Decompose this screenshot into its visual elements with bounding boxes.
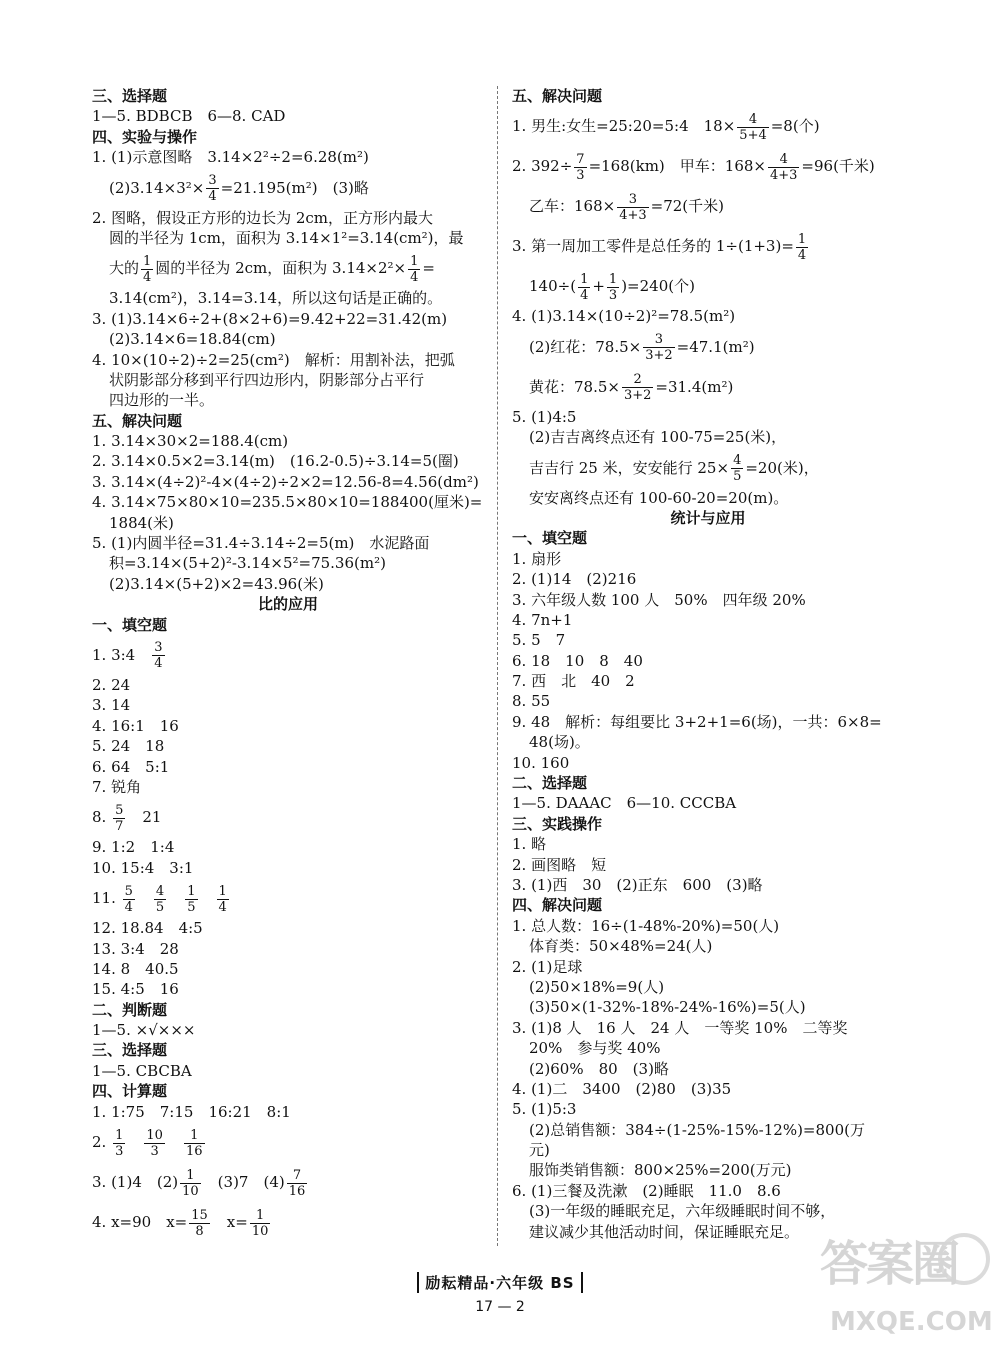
denominator: 4 <box>410 269 419 285</box>
answer-line: 1—5. ×√××× <box>92 1021 196 1040</box>
answer-line-fraction <box>92 878 484 918</box>
numerator: 1 <box>797 231 807 247</box>
answer-text <box>167 1133 182 1151</box>
fraction <box>607 272 619 303</box>
numerator: 4 <box>768 152 799 168</box>
answer-line: 1. 略 <box>512 835 547 854</box>
numerator: 4 <box>737 112 768 128</box>
answer-text: )=240(个) <box>621 277 695 296</box>
answer-line: 12. 18.84 4:5 <box>92 919 203 938</box>
section-heading: 一、填空题 <box>512 529 588 548</box>
answer-line-fraction <box>512 266 904 306</box>
answer-line: (2)50×18%=9(人) <box>529 977 665 996</box>
denominator: 5+4 <box>739 127 767 143</box>
answer-line: 2. 24 <box>92 675 131 694</box>
fraction <box>287 1168 308 1199</box>
answer-line: 10. 15:4 3:1 <box>92 858 194 877</box>
fraction <box>180 1168 201 1199</box>
answer-line-fraction <box>512 327 904 367</box>
numerator: 1 <box>180 1168 201 1184</box>
answer-text: =47.1(m²) <box>676 337 755 356</box>
answer-text: (2)红花：78.5× <box>529 337 642 356</box>
answer-line: 1. 扇形 <box>512 549 562 568</box>
answer-line: (3)50×(1-32%-18%-24%-16%)=5(人) <box>529 998 806 1017</box>
answer-text: = <box>422 259 435 278</box>
answer-line: 14. 8 40.5 <box>92 959 179 978</box>
numerator: 2 <box>622 372 653 388</box>
answer-line: 1—5. CBCBA <box>92 1061 192 1080</box>
answer-line: 8. 55 <box>512 692 551 711</box>
answer-line: 10. 160 <box>512 753 570 772</box>
answer-text <box>137 889 152 907</box>
answer-line: 积=3.14×(5+2)²-3.14×5²=75.36(m²) <box>109 554 386 573</box>
answer-line: 4. (1)3.14×(10÷2)²=78.5(m²) <box>512 307 736 326</box>
answer-text: 140÷( <box>529 277 577 296</box>
denominator: 4 <box>143 269 152 285</box>
answer-text: 大的 <box>109 259 140 278</box>
answer-line: 1. (1)示意图略 3.14×2²÷2=6.28(m²) <box>92 148 369 167</box>
fraction <box>184 1128 205 1159</box>
answer-line: 1884(米) <box>109 513 174 532</box>
answer-line-fraction <box>92 1162 484 1202</box>
numerator: 1 <box>410 253 419 269</box>
denominator: 4+3 <box>769 167 798 183</box>
footer-brand: 励耘精品·六年级 BS <box>417 1272 582 1293</box>
answer-line: 体育类：50×48%=24(人) <box>529 937 713 956</box>
answer-line: 建议减少其他活动时间，保证睡眠充足。 <box>529 1222 800 1241</box>
answer-line: 15. 4:5 16 <box>92 980 179 999</box>
fraction <box>737 112 768 143</box>
answer-line-fraction <box>512 106 904 146</box>
numerator: 7 <box>287 1168 308 1184</box>
answer-line: 安安离终点还有 100-60-20=20(m)。 <box>529 488 789 507</box>
answer-line: 5. 5 7 <box>512 631 566 650</box>
fraction <box>152 640 164 671</box>
answer-line: 1. 3.14×30×2=188.4(cm) <box>92 432 289 451</box>
denominator: 4 <box>797 247 807 263</box>
fraction <box>408 254 420 285</box>
fraction <box>154 884 166 915</box>
denominator: 4 <box>580 287 589 303</box>
answer-line-fraction <box>92 248 484 288</box>
numerator: 3 <box>643 332 674 348</box>
fraction <box>189 1208 210 1239</box>
answer-text: 圆的半径为 2cm，面积为 3.14×2²× <box>155 259 407 278</box>
unit-title: 统计与应用 <box>670 508 746 527</box>
denominator: 4 <box>124 899 133 915</box>
numerator: 4 <box>155 883 165 899</box>
answer-line: 3.14(cm²)，3.14=3.14，所以这句话是正确的。 <box>109 289 443 308</box>
numerator: 3 <box>154 640 163 656</box>
answer-line: 20% 参与奖 40% <box>529 1039 661 1058</box>
answer-text: 乙车：168× <box>529 197 616 216</box>
answer-line: 2. 图略，假设正方形的边长为 2cm，正方形内最大 <box>92 208 434 227</box>
answer-text: =20(米)， <box>745 458 819 477</box>
answer-text: 1. 男生:女生=25:20=5:4 18× <box>512 117 736 136</box>
fraction <box>113 1128 125 1159</box>
answer-line: 2. (1)足球 <box>512 957 583 976</box>
answer-line: 6. 18 10 8 40 <box>512 651 643 670</box>
answer-text: 21 <box>127 808 162 827</box>
denominator: 16 <box>288 1183 306 1199</box>
denominator: 3+2 <box>623 388 652 404</box>
denominator: 4 <box>218 899 227 915</box>
section-heading: 二、判断题 <box>92 1000 168 1019</box>
numerator: 1 <box>580 271 589 287</box>
answer-text: 8. <box>92 808 112 827</box>
answer-text: 1. 3:4 <box>92 645 151 664</box>
answer-line: (2)3.14×(5+2)×2=43.96(米) <box>109 574 324 593</box>
denominator: 3 <box>150 1143 159 1159</box>
numerator: 1 <box>115 1127 124 1143</box>
answer-line: 4. 16:1 16 <box>92 716 179 735</box>
numerator: 1 <box>608 271 618 287</box>
numerator: 1 <box>250 1208 271 1224</box>
section-heading: 五、解决问题 <box>512 87 603 105</box>
answer-text: =8(个) <box>770 117 820 136</box>
answer-text: 2. <box>92 1133 112 1152</box>
fraction <box>731 453 743 484</box>
answer-line-fraction <box>512 226 904 266</box>
answer-text: (2)3.14×3²× <box>109 178 205 197</box>
numerator: 1 <box>143 253 152 269</box>
section-heading: 三、实践操作 <box>512 814 603 833</box>
denominator: 4 <box>208 189 217 205</box>
answer-text: x= <box>211 1213 248 1232</box>
answer-text: (3)7 (4) <box>202 1173 285 1192</box>
section-heading: 四、计算题 <box>92 1082 168 1101</box>
answer-line: (2)60% 80 (3)略 <box>529 1059 669 1078</box>
answer-line-fraction <box>92 168 484 208</box>
denominator: 5 <box>187 899 196 915</box>
answer-text: =21.195(m²) (3)略 <box>220 178 369 197</box>
answer-line: 5. (1)内圆半径=31.4÷3.14÷2=5(m) 水泥路面 <box>92 534 430 553</box>
fraction <box>206 173 218 204</box>
numerator: 3 <box>617 192 648 208</box>
denominator: 10 <box>251 1223 269 1239</box>
numerator: 7 <box>576 151 585 167</box>
answer-line: 9. 1:2 1:4 <box>92 838 175 857</box>
answer-line: 服饰类销售额：800×25%=200(万元) <box>529 1161 792 1180</box>
answer-text: 3. 第一周加工零件是总任务的 1÷(1+3)= <box>512 237 794 256</box>
denominator: 16 <box>185 1143 203 1159</box>
answer-line: 圆的半径为 1cm，面积为 3.14×1²=3.14(cm²)，最 <box>109 228 464 247</box>
answer-line: 2. (1)14 (2)216 <box>512 570 637 589</box>
answer-text: 吉吉行 25 米，安安能行 25× <box>529 458 730 477</box>
denominator: 5 <box>733 469 742 485</box>
fraction <box>250 1208 271 1239</box>
answer-line-fraction <box>512 367 904 407</box>
section-heading: 三、选择题 <box>92 1041 168 1060</box>
unit-title: 比的应用 <box>257 595 318 614</box>
answer-line: 3. (1)3.14×6÷2+(8×2+6)=9.42+22=31.42(m) <box>92 309 448 328</box>
denominator: 7 <box>115 818 124 834</box>
answer-line: 2. 画图略 短 <box>512 855 607 874</box>
answer-line: 3. (1)西 30 (2)正东 600 (3)略 <box>512 875 763 894</box>
answer-line: 四边形的一半。 <box>109 391 215 410</box>
answer-line: 1—5. BDBCB 6—8. CAD <box>92 107 286 126</box>
answer-text: =168(km) 甲车：168× <box>588 157 766 176</box>
section-heading: 四、解决问题 <box>512 896 603 915</box>
answer-text: + <box>592 277 605 296</box>
numerator: 1 <box>218 883 227 899</box>
denominator: 10 <box>182 1183 199 1199</box>
answer-line: 4. 7n+1 <box>512 610 573 629</box>
answer-line-fraction <box>512 448 904 488</box>
answer-line: 7. 锐角 <box>92 777 142 796</box>
answer-line: 4. 3.14×75×80×10=235.5×80×10=188400(厘米)= <box>92 493 483 512</box>
answer-text <box>200 889 215 907</box>
denominator: 3 <box>608 287 618 303</box>
answer-text: 4. x=90 x= <box>92 1213 188 1232</box>
answer-text: =96(千米) <box>801 157 875 176</box>
answer-line: 9. 48 解析：每组要比 3+2+1=6(场)，一共：6×8= <box>512 712 882 731</box>
fraction <box>574 152 586 183</box>
answer-line: 元) <box>529 1141 550 1160</box>
answer-text: 3. (1)4 (2) <box>92 1173 179 1192</box>
denominator: 4+3 <box>619 207 647 223</box>
fraction <box>217 884 229 915</box>
fraction <box>141 254 153 285</box>
page-number: 17 — 2 <box>475 1299 525 1315</box>
fraction <box>643 332 674 363</box>
answer-line-fraction <box>512 146 904 186</box>
fraction <box>113 803 125 834</box>
answer-line: 7. 西 北 40 2 <box>512 672 635 691</box>
numerator: 15 <box>191 1207 208 1223</box>
answer-line: 5. (1)4:5 <box>512 407 577 426</box>
fraction <box>622 372 653 403</box>
answer-line: 1. 1:75 7:15 16:21 8:1 <box>92 1102 291 1121</box>
answer-text: 11. <box>92 889 121 908</box>
answer-line: 5. (1)5:3 <box>512 1100 577 1119</box>
denominator: 3 <box>576 167 585 183</box>
watermark <box>820 1225 993 1345</box>
numerator: 1 <box>184 1128 205 1144</box>
numerator: 3 <box>208 173 217 189</box>
answer-line: 3. 14 <box>92 696 131 715</box>
denominator: 3 <box>115 1143 124 1159</box>
answer-text: =72(千米) <box>650 197 725 216</box>
answer-text: 2. 392÷ <box>512 157 573 176</box>
answer-line: (2)总销售额：384÷(1-25%-15%-12%)=800(万 <box>529 1120 865 1139</box>
answer-line: 4. (1)二 3400 (2)80 (3)35 <box>512 1079 732 1098</box>
numerator: 10 <box>146 1127 163 1143</box>
answer-text: 黄花：78.5× <box>529 377 620 396</box>
fraction <box>144 1128 165 1159</box>
numerator: 4 <box>733 453 742 469</box>
answer-line: 6. 64 5:1 <box>92 757 170 776</box>
section-heading: 一、填空题 <box>92 615 168 634</box>
numerator: 1 <box>187 883 196 899</box>
answer-text: =31.4(m²) <box>655 377 734 396</box>
answer-line-fraction <box>92 1202 484 1242</box>
denominator: 8 <box>195 1223 204 1239</box>
answer-line: 1. 总人数：16÷(1-48%-20%)=50(人) <box>512 916 780 935</box>
column-divider <box>497 86 498 1246</box>
denominator: 4 <box>154 656 163 672</box>
answer-line: 48(场)。 <box>529 733 590 752</box>
answer-line: (2)3.14×6=18.84(cm) <box>109 330 276 349</box>
fraction <box>768 152 799 183</box>
fraction <box>578 272 590 303</box>
answer-line-fraction <box>92 797 484 837</box>
section-heading: 三、选择题 <box>92 87 168 105</box>
answer-line-fraction <box>92 635 484 675</box>
section-heading: 二、选择题 <box>512 774 588 793</box>
answer-line: 4. 10×(10÷2)÷2=25(cm²) 解析：用割补法，把弧 <box>92 350 455 369</box>
right-column <box>512 86 904 1242</box>
watermark-logo: 答案圈 <box>820 1236 959 1292</box>
answer-line: 状阴影部分移到平行四边形内，阴影部分占平行 <box>109 370 425 389</box>
fraction <box>185 884 197 915</box>
answer-line: 2. 3.14×0.5×2=3.14(m) (16.2-0.5)÷3.14=5(圈) <box>92 452 459 471</box>
fraction <box>123 884 135 915</box>
numerator: 5 <box>124 883 133 899</box>
answer-line: 1—5. DAAAC 6—10. CCCBA <box>512 794 737 813</box>
fraction <box>617 192 648 223</box>
answer-line: 6. (1)三餐及洗漱 (2)睡眠 11.0 8.6 <box>512 1181 781 1200</box>
answer-line: 13. 3:4 28 <box>92 939 179 958</box>
answer-line: (3)一年级的睡眠充足，六年级睡眠时间不够， <box>529 1202 836 1221</box>
denominator: 5 <box>155 899 165 915</box>
answer-line: 3. 3.14×(4÷2)²-4×(4÷2)÷2×2=12.56-8=4.56(dm²) <box>92 472 479 491</box>
answer-line-fraction <box>92 1122 484 1162</box>
numerator: 5 <box>115 802 124 818</box>
denominator: 3+2 <box>645 348 673 364</box>
answer-line: 3. (1)8 人 16 人 24 人 一等奖 10% 二等奖 <box>512 1018 848 1037</box>
section-heading: 五、解决问题 <box>92 411 183 430</box>
watermark-url: MXQE.COM <box>830 1307 993 1337</box>
answer-line-fraction <box>512 186 904 226</box>
answer-line: (2)吉吉离终点还有 100-75=25(米)， <box>529 428 787 447</box>
section-heading: 四、实验与操作 <box>92 127 198 146</box>
answer-line: 3. 六年级人数 100 人 50% 四年级 20% <box>512 590 806 609</box>
answer-line: 5. 24 18 <box>92 737 165 756</box>
answer-text <box>127 1133 142 1151</box>
left-column <box>92 86 484 1242</box>
answer-text <box>168 889 183 907</box>
fraction <box>796 232 808 263</box>
